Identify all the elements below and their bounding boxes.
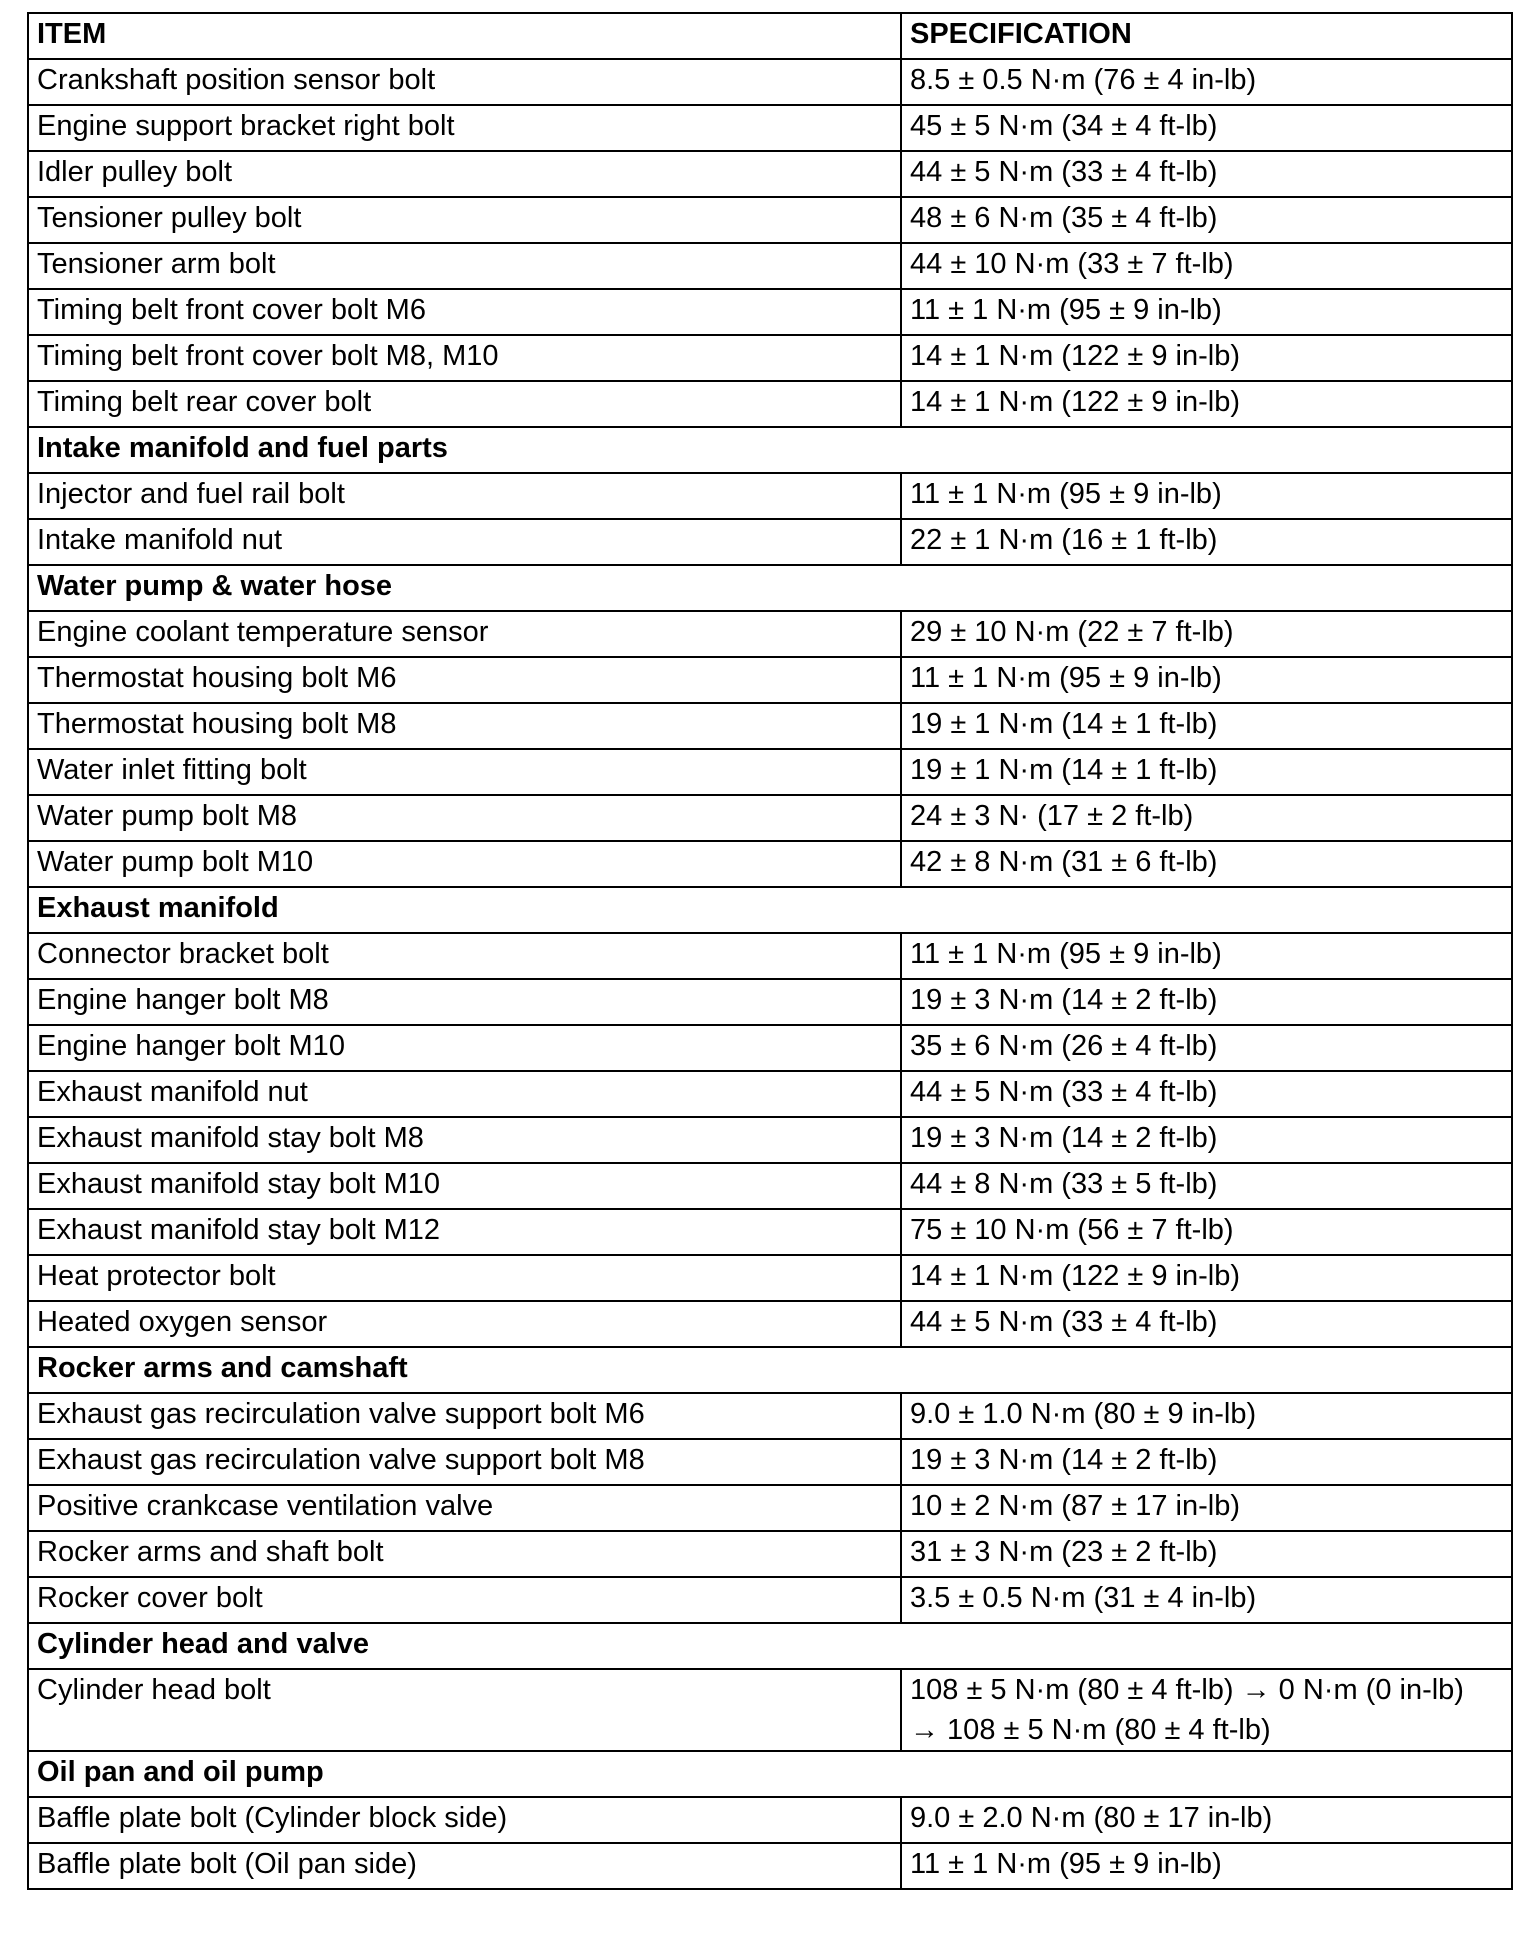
section-row bbox=[28, 887, 1512, 933]
item-cell: Engine hanger bolt M10 bbox=[28, 1025, 901, 1071]
section-title: Exhaust manifold bbox=[28, 887, 1512, 933]
table-row bbox=[28, 749, 1512, 795]
specification-cell: 14 ± 1 N·m (122 ± 9 in-lb) bbox=[901, 335, 1512, 381]
table-row bbox=[28, 335, 1512, 381]
specification-cell: 11 ± 1 N·m (95 ± 9 in-lb) bbox=[901, 473, 1512, 519]
specification-cell: 42 ± 8 N·m (31 ± 6 ft-lb) bbox=[901, 841, 1512, 887]
table-row bbox=[28, 519, 1512, 565]
specification-cell: 44 ± 5 N·m (33 ± 4 ft-lb) bbox=[901, 151, 1512, 197]
item-column-header: ITEM bbox=[28, 13, 901, 59]
specification-cell: 35 ± 6 N·m (26 ± 4 ft-lb) bbox=[901, 1025, 1512, 1071]
table-row bbox=[28, 703, 1512, 749]
table-row bbox=[28, 1071, 1512, 1117]
table-row bbox=[28, 105, 1512, 151]
item-cell: Timing belt rear cover bolt bbox=[28, 381, 901, 427]
item-cell: Exhaust gas recirculation valve support bolt M8 bbox=[28, 1439, 901, 1485]
specification-cell: 11 ± 1 N·m (95 ± 9 in-lb) bbox=[901, 657, 1512, 703]
section-row bbox=[28, 1347, 1512, 1393]
item-cell: Engine support bracket right bolt bbox=[28, 105, 901, 151]
table-row bbox=[28, 1577, 1512, 1623]
table-row bbox=[28, 795, 1512, 841]
table-row bbox=[28, 979, 1512, 1025]
table-row bbox=[28, 1301, 1512, 1347]
specification-cell: 48 ± 6 N·m (35 ± 4 ft-lb) bbox=[901, 197, 1512, 243]
section-title: Oil pan and oil pump bbox=[28, 1751, 1512, 1797]
item-cell: Water pump bolt M10 bbox=[28, 841, 901, 887]
table-row bbox=[28, 473, 1512, 519]
section-row bbox=[28, 1751, 1512, 1797]
table-row bbox=[28, 1531, 1512, 1577]
table-row bbox=[28, 1163, 1512, 1209]
specification-line: → 108 ± 5 N·m (80 ± 4 ft-lb) bbox=[910, 1714, 1271, 1746]
section-row bbox=[28, 565, 1512, 611]
specification-cell: 44 ± 8 N·m (33 ± 5 ft-lb) bbox=[901, 1163, 1512, 1209]
table-body bbox=[28, 59, 1512, 1889]
item-cell: Water inlet fitting bolt bbox=[28, 749, 901, 795]
specification-column-header: SPECIFICATION bbox=[901, 13, 1512, 59]
table-row bbox=[28, 611, 1512, 657]
table-row bbox=[28, 1843, 1512, 1889]
item-cell: Positive crankcase ventilation valve bbox=[28, 1485, 901, 1531]
specification-cell: 75 ± 10 N·m (56 ± 7 ft-lb) bbox=[901, 1209, 1512, 1255]
section-title: Water pump & water hose bbox=[28, 565, 1512, 611]
item-cell: Connector bracket bolt bbox=[28, 933, 901, 979]
table-row bbox=[28, 1117, 1512, 1163]
item-cell: Heated oxygen sensor bbox=[28, 1301, 901, 1347]
specification-cell: 44 ± 5 N·m (33 ± 4 ft-lb) bbox=[901, 1301, 1512, 1347]
specification-cell: 22 ± 1 N·m (16 ± 1 ft-lb) bbox=[901, 519, 1512, 565]
table-row bbox=[28, 1797, 1512, 1843]
table-row bbox=[28, 841, 1512, 887]
section-row bbox=[28, 1623, 1512, 1669]
specification-cell: 11 ± 1 N·m (95 ± 9 in-lb) bbox=[901, 1843, 1512, 1889]
section-title: Rocker arms and camshaft bbox=[28, 1347, 1512, 1393]
table-row bbox=[28, 289, 1512, 335]
specification-cell: 3.5 ± 0.5 N·m (31 ± 4 in-lb) bbox=[901, 1577, 1512, 1623]
specification-cell: 11 ± 1 N·m (95 ± 9 in-lb) bbox=[901, 933, 1512, 979]
specification-cell bbox=[901, 1669, 1512, 1751]
item-cell: Baffle plate bolt (Cylinder block side) bbox=[28, 1797, 901, 1843]
item-cell: Exhaust manifold stay bolt M12 bbox=[28, 1209, 901, 1255]
table-row bbox=[28, 59, 1512, 105]
section-title: Intake manifold and fuel parts bbox=[28, 427, 1512, 473]
item-cell: Exhaust manifold stay bolt M8 bbox=[28, 1117, 901, 1163]
item-cell: Crankshaft position sensor bolt bbox=[28, 59, 901, 105]
item-cell: Thermostat housing bolt M8 bbox=[28, 703, 901, 749]
item-cell: Cylinder head bolt bbox=[28, 1669, 901, 1751]
table-row bbox=[28, 1669, 1512, 1751]
table-row bbox=[28, 1255, 1512, 1301]
item-cell: Tensioner arm bolt bbox=[28, 243, 901, 289]
table-row bbox=[28, 1209, 1512, 1255]
table-row bbox=[28, 1025, 1512, 1071]
specification-cell: 19 ± 1 N·m (14 ± 1 ft-lb) bbox=[901, 749, 1512, 795]
table-row bbox=[28, 197, 1512, 243]
item-cell: Injector and fuel rail bolt bbox=[28, 473, 901, 519]
item-cell: Exhaust manifold nut bbox=[28, 1071, 901, 1117]
table-row bbox=[28, 1393, 1512, 1439]
specification-cell: 45 ± 5 N·m (34 ± 4 ft-lb) bbox=[901, 105, 1512, 151]
table-row bbox=[28, 243, 1512, 289]
specification-cell: 31 ± 3 N·m (23 ± 2 ft-lb) bbox=[901, 1531, 1512, 1577]
specification-cell: 19 ± 3 N·m (14 ± 2 ft-lb) bbox=[901, 1117, 1512, 1163]
item-cell: Rocker arms and shaft bolt bbox=[28, 1531, 901, 1577]
table-row bbox=[28, 381, 1512, 427]
item-cell: Water pump bolt M8 bbox=[28, 795, 901, 841]
item-cell: Exhaust gas recirculation valve support bolt M6 bbox=[28, 1393, 901, 1439]
specification-cell: 24 ± 3 N· (17 ± 2 ft-lb) bbox=[901, 795, 1512, 841]
specification-cell: 14 ± 1 N·m (122 ± 9 in-lb) bbox=[901, 1255, 1512, 1301]
section-title: Cylinder head and valve bbox=[28, 1623, 1512, 1669]
item-cell: Engine coolant temperature sensor bbox=[28, 611, 901, 657]
specification-cell: 9.0 ± 2.0 N·m (80 ± 17 in-lb) bbox=[901, 1797, 1512, 1843]
specification-cell: 44 ± 10 N·m (33 ± 7 ft-lb) bbox=[901, 243, 1512, 289]
table-row bbox=[28, 657, 1512, 703]
table-row bbox=[28, 151, 1512, 197]
item-cell: Heat protector bolt bbox=[28, 1255, 901, 1301]
specification-cell: 8.5 ± 0.5 N·m (76 ± 4 in-lb) bbox=[901, 59, 1512, 105]
table-row bbox=[28, 933, 1512, 979]
section-row bbox=[28, 427, 1512, 473]
table-row bbox=[28, 1439, 1512, 1485]
item-cell: Intake manifold nut bbox=[28, 519, 901, 565]
specification-cell: 44 ± 5 N·m (33 ± 4 ft-lb) bbox=[901, 1071, 1512, 1117]
torque-spec-table bbox=[27, 12, 1513, 1890]
item-cell: Timing belt front cover bolt M8, M10 bbox=[28, 335, 901, 381]
item-cell: Engine hanger bolt M8 bbox=[28, 979, 901, 1025]
item-cell: Rocker cover bolt bbox=[28, 1577, 901, 1623]
item-cell: Thermostat housing bolt M6 bbox=[28, 657, 901, 703]
specification-cell: 10 ± 2 N·m (87 ± 17 in-lb) bbox=[901, 1485, 1512, 1531]
item-cell: Exhaust manifold stay bolt M10 bbox=[28, 1163, 901, 1209]
specification-cell: 29 ± 10 N·m (22 ± 7 ft-lb) bbox=[901, 611, 1512, 657]
header-row bbox=[28, 13, 1512, 59]
specification-line: 108 ± 5 N·m (80 ± 4 ft-lb) → 0 N·m (0 in-lb) bbox=[910, 1674, 1464, 1706]
item-cell: Timing belt front cover bolt M6 bbox=[28, 289, 901, 335]
specification-cell: 9.0 ± 1.0 N·m (80 ± 9 in-lb) bbox=[901, 1393, 1512, 1439]
specification-cell: 19 ± 3 N·m (14 ± 2 ft-lb) bbox=[901, 979, 1512, 1025]
specification-cell: 14 ± 1 N·m (122 ± 9 in-lb) bbox=[901, 381, 1512, 427]
specification-cell: 19 ± 1 N·m (14 ± 1 ft-lb) bbox=[901, 703, 1512, 749]
specification-cell: 19 ± 3 N·m (14 ± 2 ft-lb) bbox=[901, 1439, 1512, 1485]
item-cell: Tensioner pulley bolt bbox=[28, 197, 901, 243]
table-row bbox=[28, 1485, 1512, 1531]
item-cell: Baffle plate bolt (Oil pan side) bbox=[28, 1843, 901, 1889]
item-cell: Idler pulley bolt bbox=[28, 151, 901, 197]
specification-cell: 11 ± 1 N·m (95 ± 9 in-lb) bbox=[901, 289, 1512, 335]
